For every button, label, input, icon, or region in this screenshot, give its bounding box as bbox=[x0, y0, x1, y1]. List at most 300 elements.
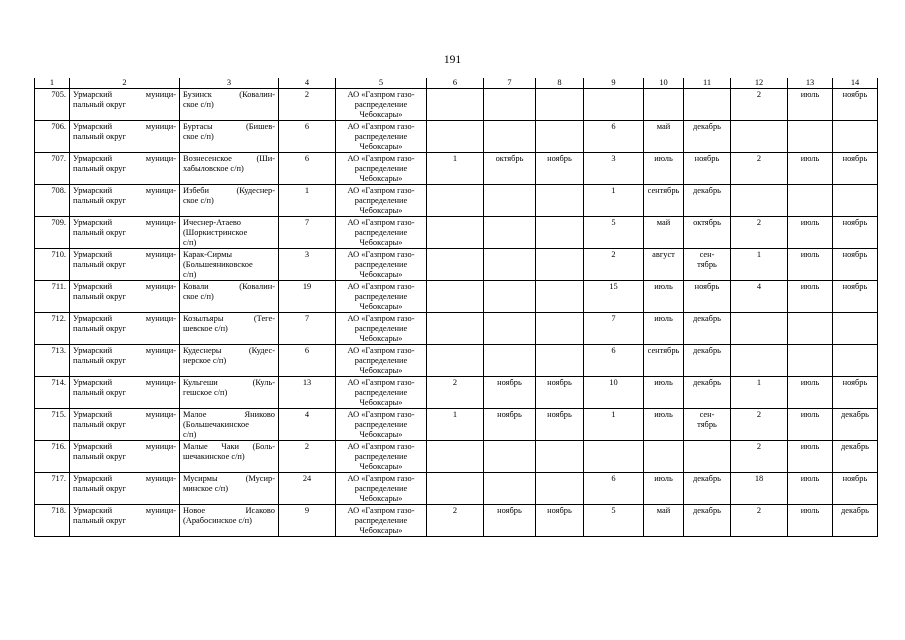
col-12-cell bbox=[731, 121, 788, 153]
col-7-cell: ноябрь bbox=[484, 505, 536, 537]
col-10-cell: сентябрь bbox=[644, 345, 684, 377]
settlement-cell-line: Малое Яниково bbox=[183, 410, 275, 419]
district-cell-line: Урмарский муници- bbox=[73, 474, 176, 483]
col-8-cell bbox=[536, 249, 584, 281]
column-header: 2 bbox=[70, 78, 180, 89]
district-cell-line: Урмарский муници- bbox=[73, 218, 176, 227]
col-14-cell: ноябрь bbox=[833, 377, 878, 409]
col-4-cell: 13 bbox=[279, 377, 336, 409]
table-row bbox=[35, 121, 878, 153]
settlement-cell bbox=[180, 153, 279, 185]
organization-cell-line: распределение bbox=[354, 420, 408, 429]
col-14-cell bbox=[833, 345, 878, 377]
settlement-cell-line: нерское с/п) bbox=[183, 356, 227, 365]
col-14-cell: декабрь bbox=[833, 505, 878, 537]
district-cell-line: пальный округ bbox=[73, 516, 126, 525]
organization-cell-line: распределение bbox=[354, 484, 408, 493]
organization-cell-line: распределение bbox=[354, 164, 408, 173]
organization-cell bbox=[336, 217, 427, 249]
col-12-cell: 1 bbox=[731, 249, 788, 281]
organization-cell-line: Чебоксары» bbox=[359, 366, 403, 375]
col-12-cell: 2 bbox=[731, 441, 788, 473]
col-13-cell: июль bbox=[788, 473, 833, 505]
organization-cell-line: АО «Газпром газо- bbox=[347, 282, 415, 291]
district-cell-line: Урмарский муници- bbox=[73, 314, 176, 323]
organization-cell-line: АО «Газпром газо- bbox=[347, 410, 415, 419]
settlement-cell-line: шечакинское с/п) bbox=[183, 452, 245, 461]
settlement-cell-line: (Большеяниковское bbox=[183, 260, 253, 269]
district-cell-line: пальный округ bbox=[73, 292, 126, 301]
col-7-cell bbox=[484, 473, 536, 505]
col-11-cell bbox=[684, 505, 731, 537]
district-cell-line: Урмарский муници- bbox=[73, 90, 176, 99]
settlement-cell bbox=[180, 473, 279, 505]
col-8-cell bbox=[536, 121, 584, 153]
settlement-cell-line: ское с/п) bbox=[183, 292, 214, 301]
col-11-cell bbox=[684, 121, 731, 153]
col-9-cell: 5 bbox=[584, 505, 644, 537]
organization-cell-line: распределение bbox=[354, 452, 408, 461]
row-number: 706. bbox=[35, 121, 70, 153]
col-7-cell bbox=[484, 217, 536, 249]
col-12-cell: 2 bbox=[731, 409, 788, 441]
row-number: 715. bbox=[35, 409, 70, 441]
col-10-cell: август bbox=[644, 249, 684, 281]
col-11-cell-line: тябрь bbox=[697, 420, 717, 429]
organization-cell bbox=[336, 153, 427, 185]
col-13-cell bbox=[788, 345, 833, 377]
col-10-cell: июль bbox=[644, 377, 684, 409]
col-11-cell bbox=[684, 153, 731, 185]
col-11-cell bbox=[684, 345, 731, 377]
organization-cell bbox=[336, 249, 427, 281]
col-14-cell: ноябрь bbox=[833, 153, 878, 185]
settlement-cell-line: ское с/п) bbox=[183, 100, 214, 109]
organization-cell bbox=[336, 377, 427, 409]
col-6-cell bbox=[427, 249, 484, 281]
district-cell bbox=[70, 441, 180, 473]
settlement-cell-line: Ковали (Ковалин- bbox=[183, 282, 275, 291]
organization-cell-line: Чебоксары» bbox=[359, 494, 403, 503]
column-header: 11 bbox=[684, 78, 731, 89]
settlement-cell-line: Бузинск (Ковалин- bbox=[183, 90, 275, 99]
settlement-cell-line: Ичеснер-Атаево bbox=[183, 218, 241, 227]
organization-cell-line: АО «Газпром газо- bbox=[347, 250, 415, 259]
settlement-cell bbox=[180, 313, 279, 345]
settlement-cell-line: (Шоркистринское bbox=[183, 228, 248, 237]
col-6-cell bbox=[427, 313, 484, 345]
col-9-cell: 1 bbox=[584, 185, 644, 217]
col-9-cell: 15 bbox=[584, 281, 644, 313]
district-cell-line: пальный округ bbox=[73, 196, 126, 205]
organization-cell-line: распределение bbox=[354, 356, 408, 365]
col-6-cell: 1 bbox=[427, 153, 484, 185]
organization-cell bbox=[336, 185, 427, 217]
col-14-cell: ноябрь bbox=[833, 473, 878, 505]
col-4-cell: 24 bbox=[279, 473, 336, 505]
district-cell bbox=[70, 89, 180, 121]
organization-cell-line: АО «Газпром газо- bbox=[347, 474, 415, 483]
col-14-cell: ноябрь bbox=[833, 249, 878, 281]
row-number: 713. bbox=[35, 345, 70, 377]
organization-cell-line: АО «Газпром газо- bbox=[347, 346, 415, 355]
row-number: 718. bbox=[35, 505, 70, 537]
organization-cell-line: Чебоксары» bbox=[359, 174, 403, 183]
col-12-cell bbox=[731, 313, 788, 345]
col-14-cell bbox=[833, 313, 878, 345]
table-row bbox=[35, 505, 878, 537]
settlement-cell-line: Кульгеши (Куль- bbox=[183, 378, 275, 387]
organization-cell-line: Чебоксары» bbox=[359, 334, 403, 343]
col-6-cell bbox=[427, 281, 484, 313]
district-cell-line: Урмарский муници- bbox=[73, 346, 176, 355]
district-cell-line: Урмарский муници- bbox=[73, 154, 176, 163]
col-4-cell: 6 bbox=[279, 121, 336, 153]
district-cell bbox=[70, 217, 180, 249]
col-9-cell: 6 bbox=[584, 345, 644, 377]
col-8-cell bbox=[536, 441, 584, 473]
col-11-cell-line: декабрь bbox=[693, 186, 721, 195]
organization-cell-line: АО «Газпром газо- bbox=[347, 442, 415, 451]
col-11-cell bbox=[684, 249, 731, 281]
col-10-cell: июль bbox=[644, 473, 684, 505]
settlement-cell bbox=[180, 409, 279, 441]
settlement-cell bbox=[180, 217, 279, 249]
settlement-cell bbox=[180, 505, 279, 537]
col-6-cell bbox=[427, 185, 484, 217]
col-10-cell: июль bbox=[644, 153, 684, 185]
table-row bbox=[35, 249, 878, 281]
district-cell-line: пальный округ bbox=[73, 356, 126, 365]
organization-cell-line: Чебоксары» bbox=[359, 430, 403, 439]
col-4-cell: 6 bbox=[279, 153, 336, 185]
col-8-cell: ноябрь bbox=[536, 377, 584, 409]
col-11-cell-line: декабрь bbox=[693, 346, 721, 355]
col-4-cell: 7 bbox=[279, 313, 336, 345]
column-number-row bbox=[35, 78, 878, 89]
district-cell-line: Урмарский муници- bbox=[73, 442, 176, 451]
row-number: 711. bbox=[35, 281, 70, 313]
column-header: 1 bbox=[35, 78, 70, 89]
row-number: 709. bbox=[35, 217, 70, 249]
col-4-cell: 4 bbox=[279, 409, 336, 441]
settlement-cell-line: минское с/п) bbox=[183, 484, 229, 493]
col-11-cell-line: декабрь bbox=[693, 506, 721, 515]
district-cell bbox=[70, 281, 180, 313]
col-11-cell-line: декабрь bbox=[693, 122, 721, 131]
col-11-cell-line: тябрь bbox=[697, 260, 717, 269]
col-10-cell: сентябрь bbox=[644, 185, 684, 217]
organization-cell-line: Чебоксары» bbox=[359, 270, 403, 279]
district-cell-line: пальный округ bbox=[73, 452, 126, 461]
col-12-cell: 2 bbox=[731, 153, 788, 185]
page-number: 191 bbox=[443, 54, 462, 66]
organization-cell-line: АО «Газпром газо- bbox=[347, 154, 415, 163]
settlement-cell bbox=[180, 441, 279, 473]
column-header: 10 bbox=[644, 78, 684, 89]
col-11-cell-line: ноябрь bbox=[694, 282, 720, 291]
col-11-cell-line: ноябрь bbox=[694, 154, 720, 163]
col-11-cell bbox=[684, 185, 731, 217]
col-11-cell bbox=[684, 89, 731, 121]
col-7-cell bbox=[484, 185, 536, 217]
col-4-cell: 7 bbox=[279, 217, 336, 249]
col-12-cell: 2 bbox=[731, 89, 788, 121]
col-14-cell bbox=[833, 121, 878, 153]
col-8-cell bbox=[536, 345, 584, 377]
col-4-cell: 19 bbox=[279, 281, 336, 313]
settlement-cell bbox=[180, 345, 279, 377]
district-cell-line: пальный округ bbox=[73, 324, 126, 333]
col-12-cell: 1 bbox=[731, 377, 788, 409]
col-9-cell: 7 bbox=[584, 313, 644, 345]
col-11-cell bbox=[684, 281, 731, 313]
col-11-cell bbox=[684, 217, 731, 249]
col-9-cell: 5 bbox=[584, 217, 644, 249]
organization-cell-line: АО «Газпром газо- bbox=[347, 122, 415, 131]
col-14-cell: декабрь bbox=[833, 409, 878, 441]
settlement-cell bbox=[180, 121, 279, 153]
organization-cell-line: АО «Газпром газо- bbox=[347, 90, 415, 99]
col-10-cell: май bbox=[644, 505, 684, 537]
settlement-cell-line: Новое Исаково bbox=[183, 506, 275, 515]
col-8-cell: ноябрь bbox=[536, 505, 584, 537]
col-4-cell: 9 bbox=[279, 505, 336, 537]
row-number: 708. bbox=[35, 185, 70, 217]
col-7-cell: октябрь bbox=[484, 153, 536, 185]
col-6-cell bbox=[427, 121, 484, 153]
settlement-cell-line: Вознесенское (Ши- bbox=[183, 154, 275, 163]
col-13-cell bbox=[788, 313, 833, 345]
col-12-cell bbox=[731, 345, 788, 377]
col-10-cell: май bbox=[644, 217, 684, 249]
organization-cell-line: Чебоксары» bbox=[359, 302, 403, 311]
col-12-cell: 2 bbox=[731, 505, 788, 537]
col-4-cell: 2 bbox=[279, 441, 336, 473]
district-cell bbox=[70, 185, 180, 217]
district-cell-line: пальный округ bbox=[73, 260, 126, 269]
row-number: 716. bbox=[35, 441, 70, 473]
col-13-cell: июль bbox=[788, 153, 833, 185]
col-11-cell-line: декабрь bbox=[693, 314, 721, 323]
col-11-cell bbox=[684, 473, 731, 505]
district-cell bbox=[70, 505, 180, 537]
col-6-cell: 2 bbox=[427, 377, 484, 409]
settlement-cell-line: хабыловское с/п) bbox=[183, 164, 244, 173]
col-13-cell: июль bbox=[788, 89, 833, 121]
settlement-cell-line: Карак-Сирмы bbox=[183, 250, 233, 259]
col-11-cell-line: декабрь bbox=[693, 378, 721, 387]
col-8-cell bbox=[536, 89, 584, 121]
col-6-cell: 1 bbox=[427, 409, 484, 441]
organization-cell bbox=[336, 345, 427, 377]
organization-cell bbox=[336, 409, 427, 441]
column-header: 12 bbox=[731, 78, 788, 89]
organization-cell-line: Чебоксары» bbox=[359, 110, 403, 119]
table-row bbox=[35, 441, 878, 473]
organization-cell-line: АО «Газпром газо- bbox=[347, 314, 415, 323]
column-header: 13 bbox=[788, 78, 833, 89]
col-4-cell: 2 bbox=[279, 89, 336, 121]
table-row bbox=[35, 153, 878, 185]
col-14-cell: ноябрь bbox=[833, 217, 878, 249]
organization-cell bbox=[336, 121, 427, 153]
organization-cell-line: распределение bbox=[354, 516, 408, 525]
col-7-cell bbox=[484, 121, 536, 153]
organization-cell-line: распределение bbox=[354, 260, 408, 269]
district-cell-line: пальный округ bbox=[73, 132, 126, 141]
col-7-cell bbox=[484, 249, 536, 281]
col-9-cell bbox=[584, 441, 644, 473]
col-7-cell bbox=[484, 281, 536, 313]
district-cell-line: Урмарский муници- bbox=[73, 506, 176, 515]
table-row bbox=[35, 281, 878, 313]
organization-cell bbox=[336, 281, 427, 313]
col-8-cell: ноябрь bbox=[536, 409, 584, 441]
col-9-cell: 6 bbox=[584, 473, 644, 505]
col-9-cell: 6 bbox=[584, 121, 644, 153]
col-8-cell bbox=[536, 473, 584, 505]
settlement-cell-line: с/п) bbox=[183, 238, 197, 247]
row-number: 710. bbox=[35, 249, 70, 281]
col-8-cell bbox=[536, 217, 584, 249]
district-cell-line: Урмарский муници- bbox=[73, 282, 176, 291]
organization-cell bbox=[336, 473, 427, 505]
col-9-cell: 10 bbox=[584, 377, 644, 409]
district-cell-line: Урмарский муници- bbox=[73, 250, 176, 259]
row-number: 712. bbox=[35, 313, 70, 345]
settlement-cell bbox=[180, 281, 279, 313]
organization-cell-line: АО «Газпром газо- bbox=[347, 506, 415, 515]
gasification-schedule-table bbox=[34, 78, 878, 537]
col-6-cell bbox=[427, 217, 484, 249]
organization-cell-line: АО «Газпром газо- bbox=[347, 218, 415, 227]
col-7-cell: ноябрь bbox=[484, 377, 536, 409]
col-9-cell: 2 bbox=[584, 249, 644, 281]
organization-cell-line: Чебоксары» bbox=[359, 462, 403, 471]
table-row bbox=[35, 409, 878, 441]
col-13-cell: июль bbox=[788, 377, 833, 409]
district-cell bbox=[70, 249, 180, 281]
col-6-cell bbox=[427, 89, 484, 121]
organization-cell-line: Чебоксары» bbox=[359, 398, 403, 407]
settlement-cell-line: Кудеснеры (Кудес- bbox=[183, 346, 275, 355]
organization-cell bbox=[336, 313, 427, 345]
col-7-cell bbox=[484, 345, 536, 377]
organization-cell-line: распределение bbox=[354, 292, 408, 301]
col-10-cell: июль bbox=[644, 281, 684, 313]
table-row bbox=[35, 217, 878, 249]
settlement-cell-line: Козылъяры (Теге- bbox=[183, 314, 275, 323]
settlement-cell-line: гешское с/п) bbox=[183, 388, 228, 397]
col-11-cell bbox=[684, 441, 731, 473]
row-number: 707. bbox=[35, 153, 70, 185]
organization-cell-line: распределение bbox=[354, 132, 408, 141]
settlement-cell-line: Мусирмы (Мусир- bbox=[183, 474, 275, 483]
col-6-cell bbox=[427, 441, 484, 473]
organization-cell-line: Чебоксары» bbox=[359, 142, 403, 151]
district-cell bbox=[70, 153, 180, 185]
district-cell-line: Урмарский муници- bbox=[73, 186, 176, 195]
col-9-cell: 1 bbox=[584, 409, 644, 441]
settlement-cell-line: ское с/п) bbox=[183, 196, 214, 205]
col-13-cell: июль bbox=[788, 249, 833, 281]
col-11-cell bbox=[684, 409, 731, 441]
col-4-cell: 3 bbox=[279, 249, 336, 281]
col-11-cell-line: сен- bbox=[699, 410, 715, 419]
column-header: 14 bbox=[833, 78, 878, 89]
col-10-cell bbox=[644, 441, 684, 473]
col-7-cell bbox=[484, 89, 536, 121]
col-12-cell bbox=[731, 185, 788, 217]
col-6-cell bbox=[427, 345, 484, 377]
col-11-cell-line: октябрь bbox=[693, 218, 721, 227]
col-10-cell bbox=[644, 89, 684, 121]
col-13-cell bbox=[788, 121, 833, 153]
col-14-cell bbox=[833, 185, 878, 217]
settlement-cell-line: Избеби (Кудеснер- bbox=[183, 186, 275, 195]
settlement-cell-line: Малые Чаки (Боль- bbox=[183, 442, 275, 451]
col-13-cell bbox=[788, 185, 833, 217]
col-13-cell: июль bbox=[788, 441, 833, 473]
column-header: 9 bbox=[584, 78, 644, 89]
col-8-cell bbox=[536, 313, 584, 345]
col-12-cell: 4 bbox=[731, 281, 788, 313]
col-4-cell: 1 bbox=[279, 185, 336, 217]
table-row bbox=[35, 185, 878, 217]
col-4-cell: 6 bbox=[279, 345, 336, 377]
settlement-cell-line: Буртасы (Бишев- bbox=[183, 122, 275, 131]
district-cell bbox=[70, 345, 180, 377]
district-cell-line: пальный округ bbox=[73, 420, 126, 429]
district-cell-line: Урмарский муници- bbox=[73, 410, 176, 419]
organization-cell-line: Чебоксары» bbox=[359, 526, 403, 535]
col-7-cell bbox=[484, 313, 536, 345]
organization-cell-line: распределение bbox=[354, 324, 408, 333]
col-11-cell-line: декабрь bbox=[693, 474, 721, 483]
organization-cell-line: распределение bbox=[354, 196, 408, 205]
table-row bbox=[35, 473, 878, 505]
col-6-cell bbox=[427, 473, 484, 505]
settlement-cell-line: с/п) bbox=[183, 430, 197, 439]
col-10-cell: май bbox=[644, 121, 684, 153]
district-cell-line: Урмарский муници- bbox=[73, 122, 176, 131]
organization-cell-line: Чебоксары» bbox=[359, 238, 403, 247]
col-14-cell: ноябрь bbox=[833, 281, 878, 313]
col-14-cell: декабрь bbox=[833, 441, 878, 473]
table-row bbox=[35, 345, 878, 377]
organization-cell-line: Чебоксары» bbox=[359, 206, 403, 215]
col-6-cell: 2 bbox=[427, 505, 484, 537]
row-number: 717. bbox=[35, 473, 70, 505]
col-11-cell bbox=[684, 313, 731, 345]
col-12-cell: 18 bbox=[731, 473, 788, 505]
col-13-cell: июль bbox=[788, 409, 833, 441]
column-header: 3 bbox=[180, 78, 279, 89]
col-13-cell: июль bbox=[788, 505, 833, 537]
row-number: 705. bbox=[35, 89, 70, 121]
district-cell bbox=[70, 409, 180, 441]
col-8-cell bbox=[536, 185, 584, 217]
settlement-cell-line: шевское с/п) bbox=[183, 324, 228, 333]
col-8-cell bbox=[536, 281, 584, 313]
settlement-cell-line: (Арабосинское с/п) bbox=[183, 516, 252, 525]
col-13-cell: июль bbox=[788, 281, 833, 313]
organization-cell-line: распределение bbox=[354, 228, 408, 237]
row-number: 714. bbox=[35, 377, 70, 409]
settlement-cell bbox=[180, 89, 279, 121]
col-14-cell: ноябрь bbox=[833, 89, 878, 121]
